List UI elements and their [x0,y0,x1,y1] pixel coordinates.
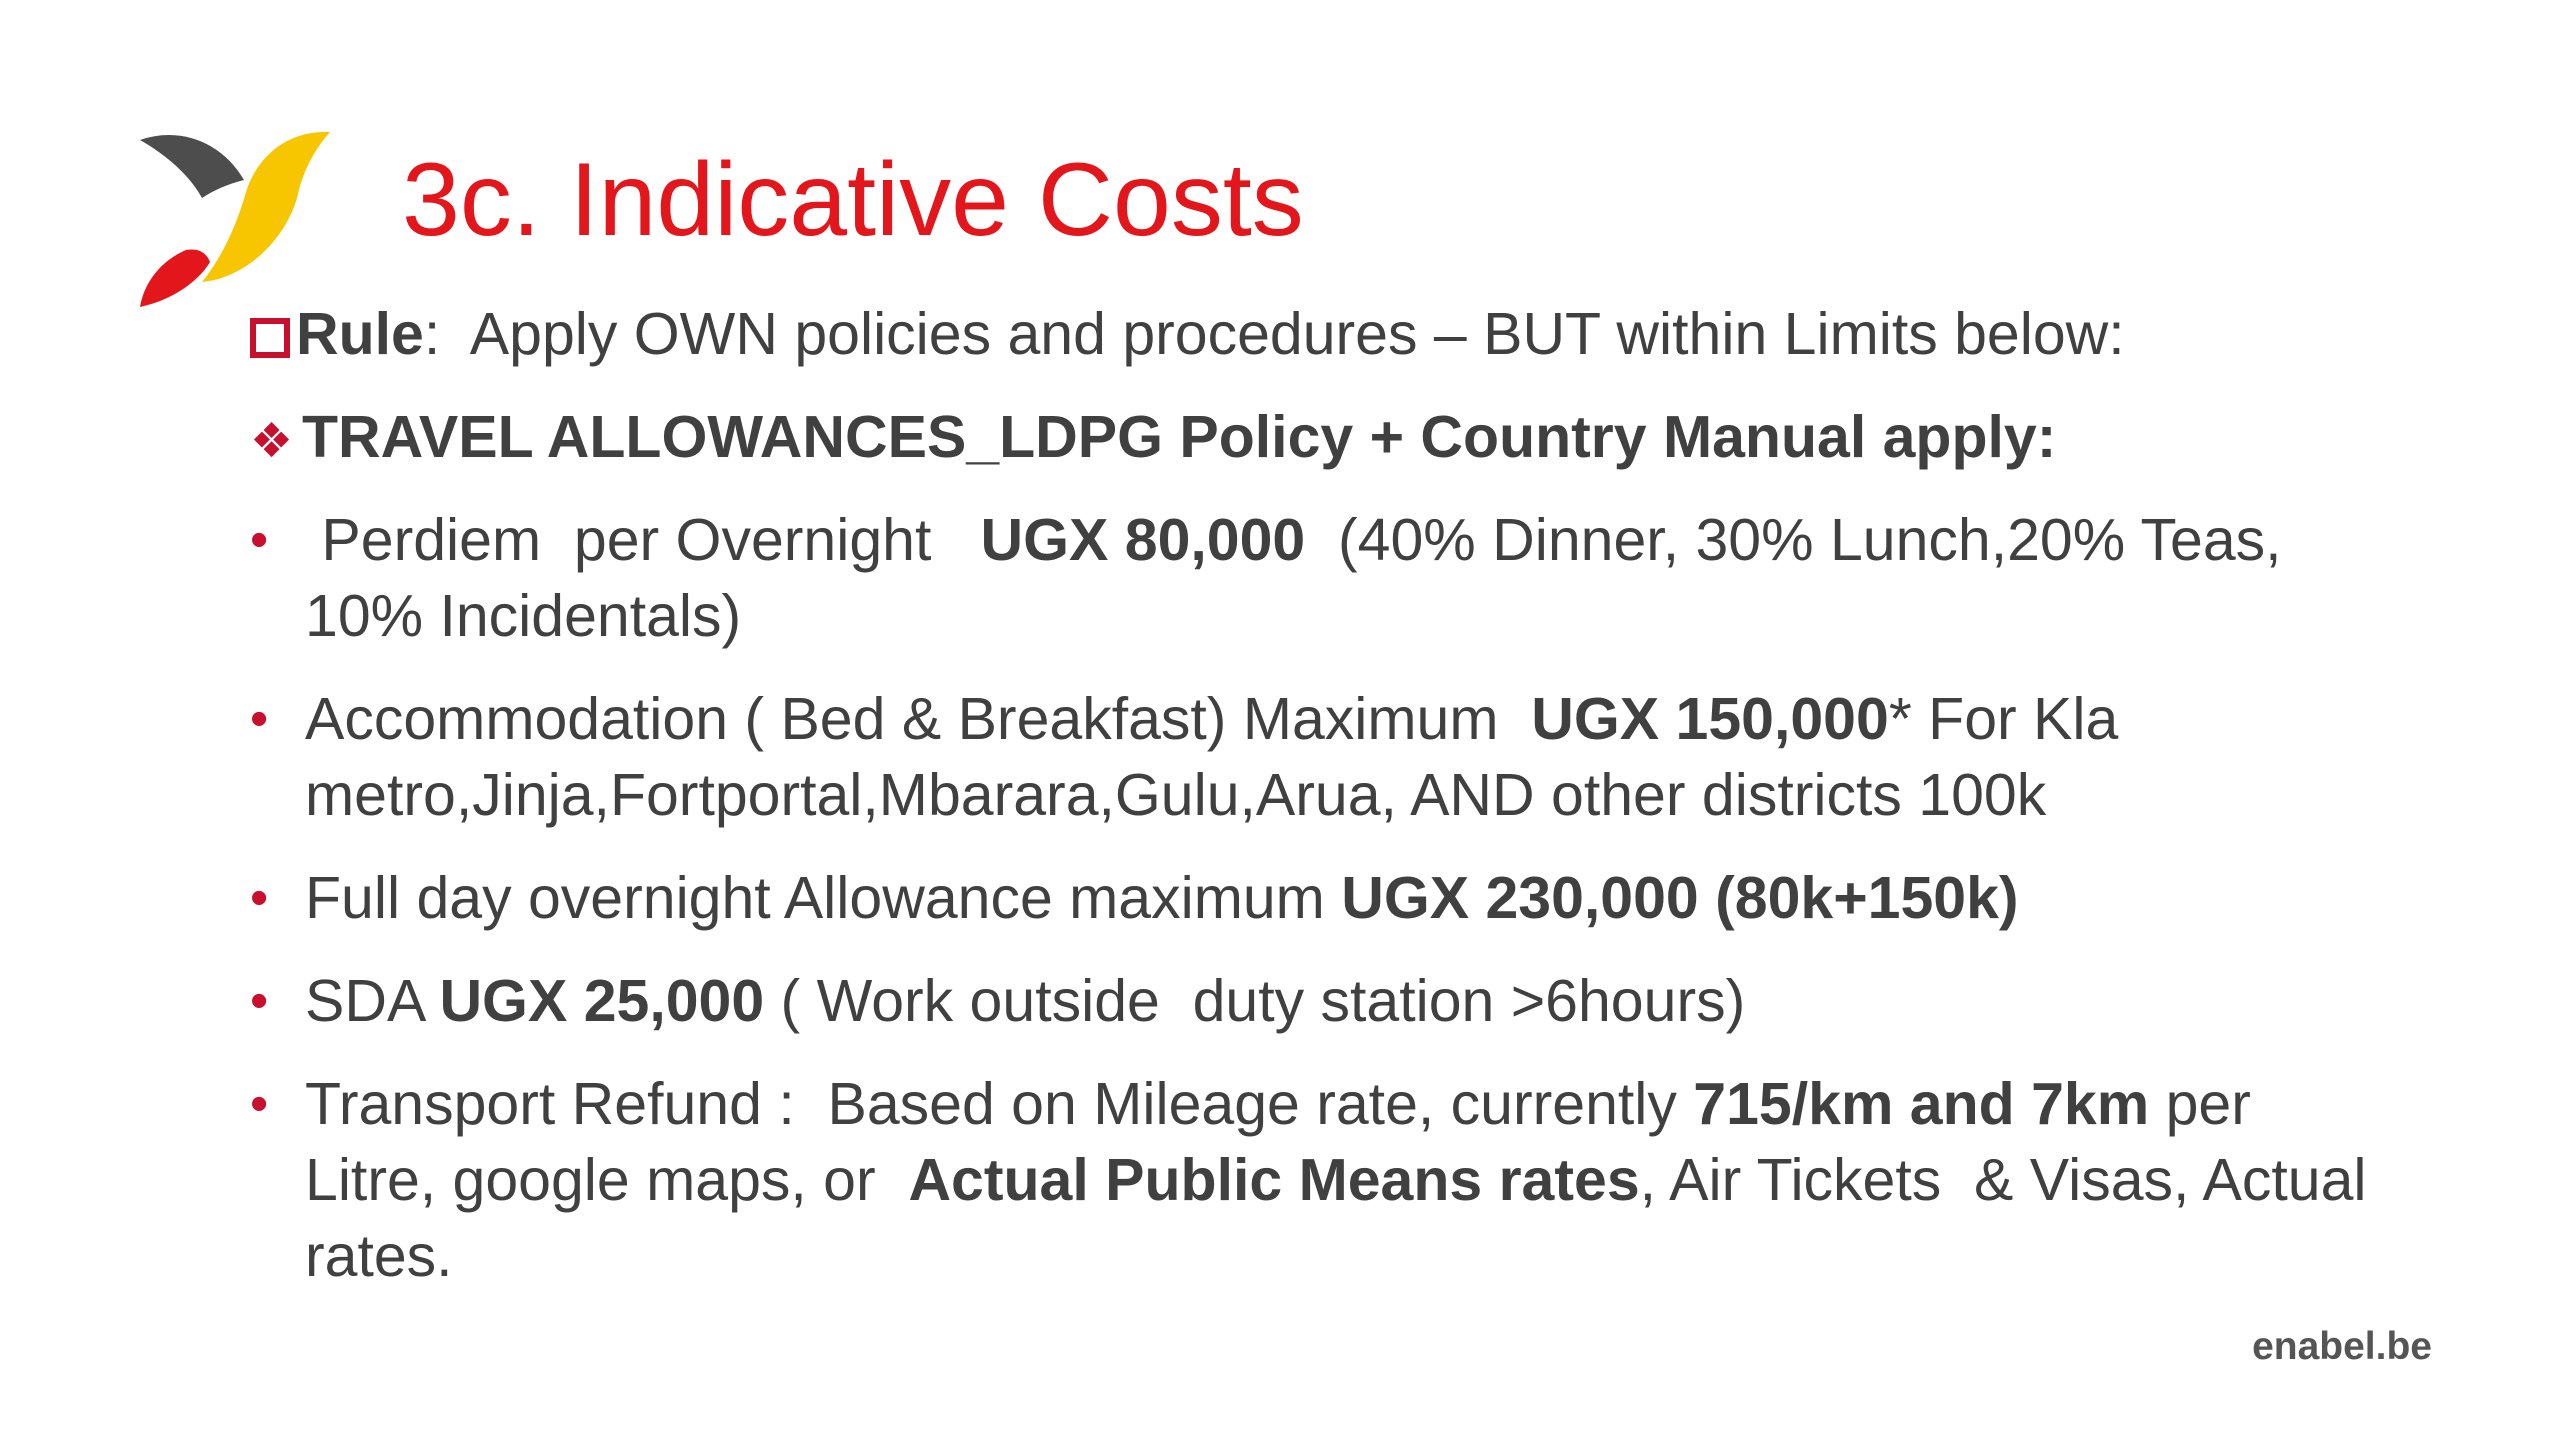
footer-brand: enabel.be [2252,1325,2432,1368]
diamond-bullet-icon: ❖ [250,413,294,469]
list-item [250,860,2390,936]
dot-bullet-icon: • [250,972,269,1030]
bullet-pre: SDA [305,968,440,1034]
bullet-bold-2: Actual Public Means rates [908,1147,1640,1213]
slide-title: 3c. Indicative Costs [402,142,1304,258]
travel-heading: TRAVEL ALLOWANCES_LDPG Policy + Country Manual apply: [302,404,2057,470]
bullet-mid: * For Kla metro,Jinja,Fortportal,Mbarara,Gulu,Arua, AND other districts 100k [305,686,2119,828]
bullet-bold: UGX 150,000 [1531,686,1889,752]
bullet-mid: (40% Dinner, 30% Lunch,20% Teas, 10% Incidentals) [305,507,2298,649]
dot-bullet-icon: • [250,690,269,748]
logo-gray-wing [140,135,244,198]
bullet-pre: Perdiem per Overnight [305,507,981,573]
list-item [250,681,2390,833]
bullet-pre: Transport Refund : Based on Mileage rate, currently [305,1071,1694,1137]
enabel-logo [140,132,330,307]
logo-red-wing [140,250,210,308]
bullet-bold: UGX 80,000 [980,507,1306,573]
bullet-pre: Full day overnight Allowance maximum [305,865,1342,931]
bullet-pre: Accommodation ( Bed & Breakfast) Maximum [305,686,1532,752]
bullet-bold: UGX 25,000 [439,968,765,1034]
dot-bullet-icon: • [250,1075,269,1133]
list-item [250,502,2390,654]
rule-label: Rule [296,301,424,367]
checkbox-icon [250,318,290,358]
bullet-mid: per Litre, google maps, or [305,1071,2268,1213]
travel-heading-line [250,399,2390,475]
dot-bullet-icon: • [250,869,269,927]
bullet-bold: 715/km and 7km [1693,1071,2150,1137]
slide-content [250,296,2390,1321]
rule-line [250,296,2390,372]
bullet-bold: UGX 230,000 (80k+150k) [1341,865,2019,931]
bullet-post: , Air Tickets & Visas, Actual rates. [305,1147,2383,1289]
dot-bullet-icon: • [250,511,269,569]
rule-text: : Apply OWN policies and procedures – BUT within Limits below: [423,301,2125,367]
bullet-list [250,502,2390,1294]
list-item [250,963,2390,1039]
bullet-mid: ( Work outside duty station >6hours) [764,968,1746,1034]
list-item [250,1066,2390,1294]
